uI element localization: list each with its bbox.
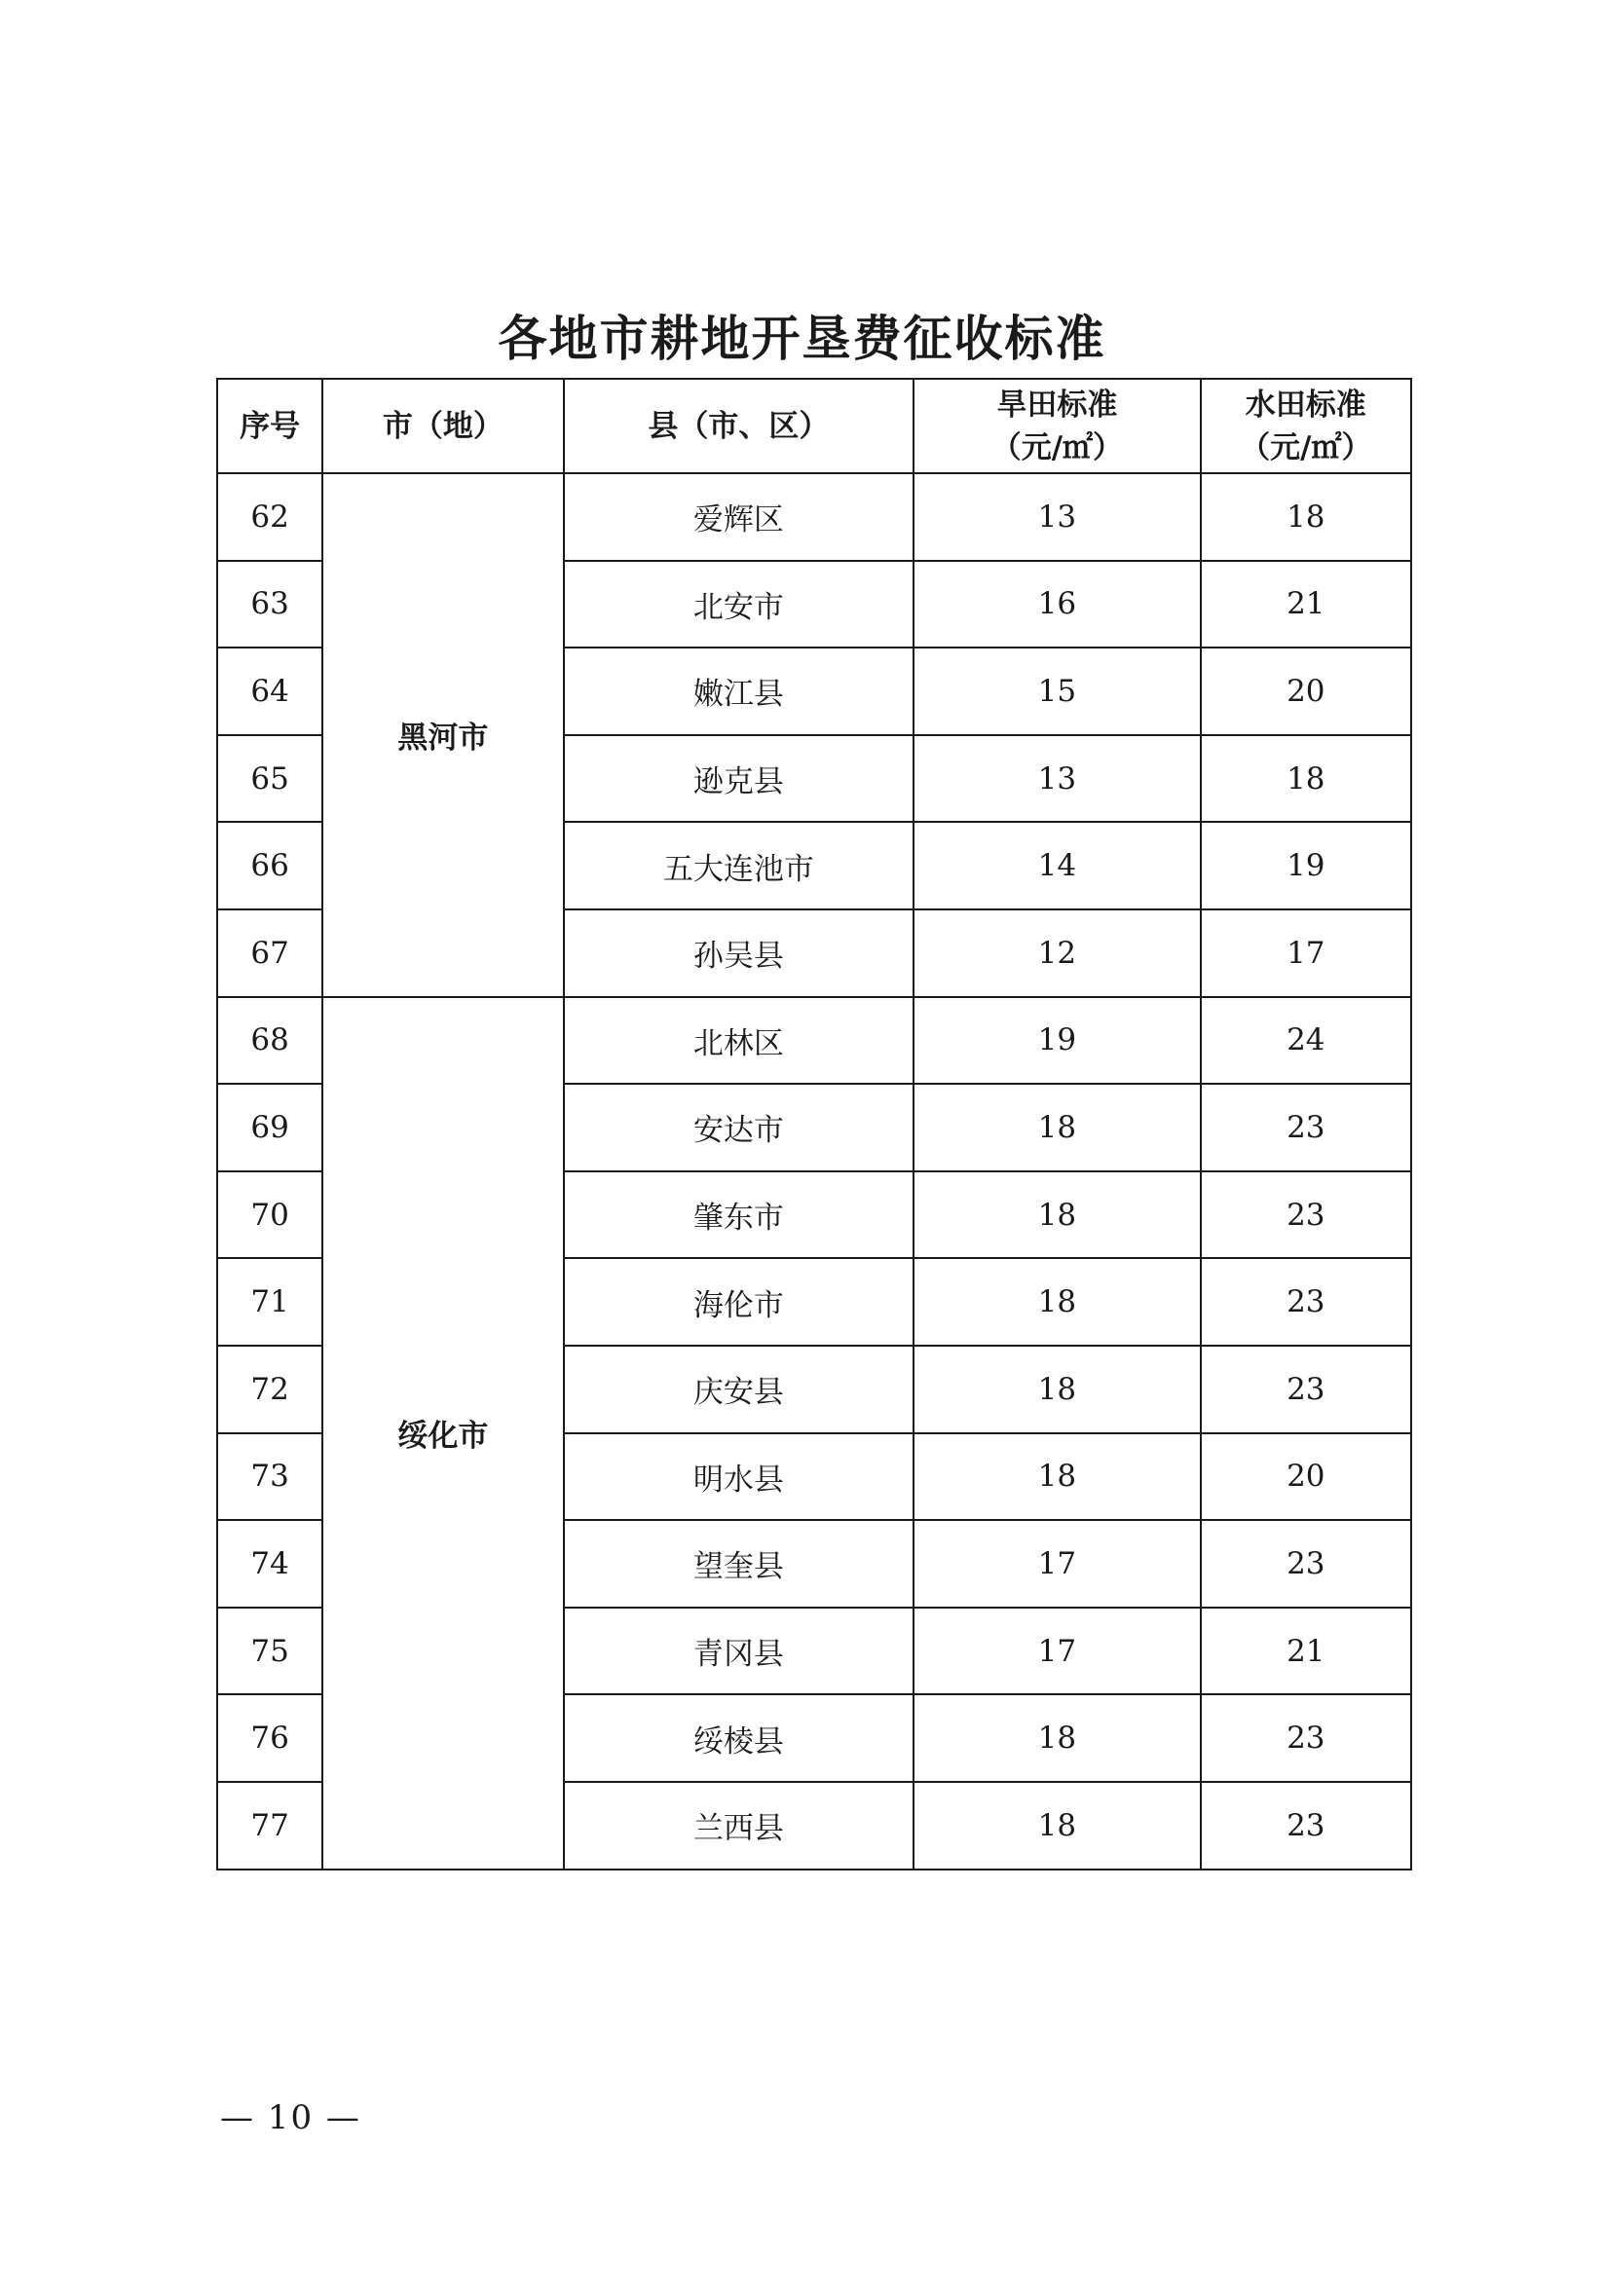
cell-dry: 13 <box>914 735 1200 823</box>
cell-county: 明水县 <box>564 1433 914 1521</box>
cell-dry: 12 <box>914 909 1200 997</box>
header-dry-standard <box>914 379 1200 473</box>
cell-no: 66 <box>217 822 322 909</box>
cell-county: 五大连池市 <box>564 822 914 909</box>
cell-dry: 18 <box>914 1782 1200 1870</box>
cell-county: 北安市 <box>564 561 914 648</box>
header-county: 县（市、区） <box>564 379 914 473</box>
table-row <box>217 997 1411 1085</box>
cell-no: 75 <box>217 1608 322 1695</box>
cell-county: 安达市 <box>564 1084 914 1171</box>
cell-paddy: 21 <box>1201 561 1411 648</box>
cell-no: 74 <box>217 1520 322 1608</box>
header-dry-label: 旱田标准 <box>996 387 1118 423</box>
fee-standard-table <box>216 378 1412 1870</box>
cell-no: 65 <box>217 735 322 823</box>
cell-no: 67 <box>217 909 322 997</box>
cell-dry: 18 <box>914 1694 1200 1782</box>
cell-paddy: 18 <box>1201 735 1411 823</box>
cell-no: 62 <box>217 473 322 561</box>
cell-county: 望奎县 <box>564 1520 914 1608</box>
cell-county: 爱辉区 <box>564 473 914 561</box>
cell-dry: 18 <box>914 1171 1200 1259</box>
cell-dry: 17 <box>914 1608 1200 1695</box>
cell-paddy: 20 <box>1201 1433 1411 1521</box>
cell-city: 黑河市 <box>322 473 563 997</box>
page-title: 各地市耕地开垦费征收标准 <box>498 311 1106 367</box>
cell-paddy: 23 <box>1201 1782 1411 1870</box>
cell-no: 73 <box>217 1433 322 1521</box>
cell-paddy: 17 <box>1201 909 1411 997</box>
cell-paddy: 24 <box>1201 997 1411 1085</box>
cell-dry: 18 <box>914 1084 1200 1171</box>
cell-paddy: 21 <box>1201 1608 1411 1695</box>
cell-paddy: 20 <box>1201 648 1411 735</box>
cell-paddy: 23 <box>1201 1084 1411 1171</box>
cell-no: 68 <box>217 997 322 1085</box>
cell-no: 70 <box>217 1171 322 1259</box>
cell-paddy: 19 <box>1201 822 1411 909</box>
header-no: 序号 <box>217 379 322 473</box>
cell-dry: 17 <box>914 1520 1200 1608</box>
cell-paddy: 23 <box>1201 1346 1411 1433</box>
cell-no: 76 <box>217 1694 322 1782</box>
cell-dry: 16 <box>914 561 1200 648</box>
cell-dry: 18 <box>914 1258 1200 1346</box>
cell-county: 孙吴县 <box>564 909 914 997</box>
cell-no: 69 <box>217 1084 322 1171</box>
page-number: — 10 — <box>220 2098 361 2137</box>
cell-dry: 18 <box>914 1433 1200 1521</box>
cell-paddy: 18 <box>1201 473 1411 561</box>
cell-no: 72 <box>217 1346 322 1433</box>
cell-no: 77 <box>217 1782 322 1870</box>
cell-county: 青冈县 <box>564 1608 914 1695</box>
cell-no: 64 <box>217 648 322 735</box>
table-row <box>217 473 1411 561</box>
cell-county: 肇东市 <box>564 1171 914 1259</box>
cell-city: 绥化市 <box>322 997 563 1870</box>
cell-county: 庆安县 <box>564 1346 914 1433</box>
cell-county: 嫩江县 <box>564 648 914 735</box>
cell-dry: 15 <box>914 648 1200 735</box>
header-city: 市（地） <box>322 379 563 473</box>
cell-county: 绥棱县 <box>564 1694 914 1782</box>
cell-paddy: 23 <box>1201 1258 1411 1346</box>
table-header-row <box>217 379 1411 473</box>
cell-dry: 18 <box>914 1346 1200 1433</box>
cell-county: 兰西县 <box>564 1782 914 1870</box>
cell-paddy: 23 <box>1201 1171 1411 1259</box>
cell-no: 63 <box>217 561 322 648</box>
cell-dry: 13 <box>914 473 1200 561</box>
cell-dry: 14 <box>914 822 1200 909</box>
cell-paddy: 23 <box>1201 1520 1411 1608</box>
header-paddy-standard <box>1201 379 1411 473</box>
cell-paddy: 23 <box>1201 1694 1411 1782</box>
header-dry-unit: （元/㎡） <box>990 429 1124 465</box>
cell-county: 逊克县 <box>564 735 914 823</box>
cell-county: 北林区 <box>564 997 914 1085</box>
header-paddy-unit: （元/㎡） <box>1240 429 1372 465</box>
cell-no: 71 <box>217 1258 322 1346</box>
cell-county: 海伦市 <box>564 1258 914 1346</box>
header-paddy-label: 水田标准 <box>1245 387 1366 423</box>
cell-dry: 19 <box>914 997 1200 1085</box>
